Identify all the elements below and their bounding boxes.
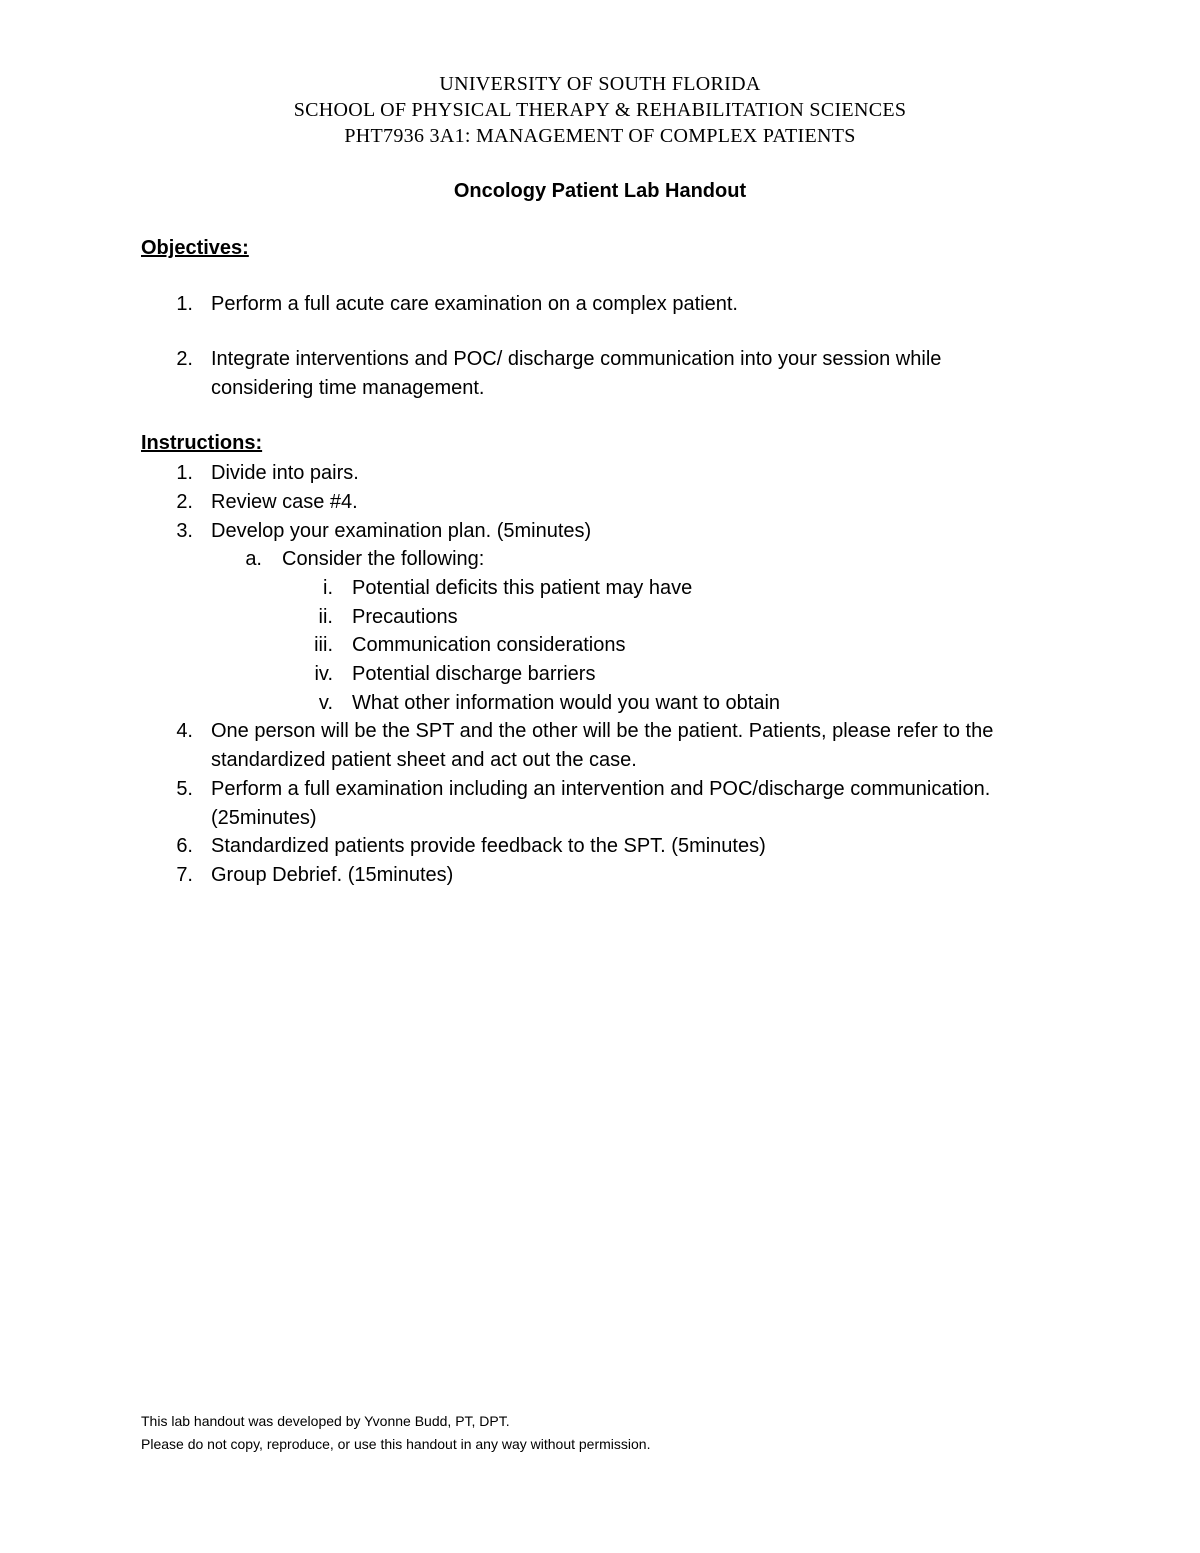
list-text: [211, 775, 990, 833]
list-text: [211, 459, 359, 488]
list-text-line: Perform a full examination including an intervention and POC/discharge communication.: [211, 778, 991, 800]
list-number: 2.: [176, 491, 193, 513]
list-letter: a.: [245, 548, 262, 570]
list-text-line: Divide into pairs.: [211, 462, 359, 484]
list-text: [352, 603, 458, 632]
list-roman: iii.: [314, 634, 333, 656]
list-text: [352, 689, 780, 718]
list-text-line: Group Debrief. (15minutes): [211, 864, 454, 886]
list-number: 1.: [176, 293, 193, 315]
footer-copyright-notice: Please do not copy, reproduce, or use this handout in any way without permission.: [141, 1436, 651, 1452]
list-text-line: standardized patient sheet and act out the case.: [211, 749, 637, 771]
list-text: [211, 488, 358, 517]
list-roman: iv.: [314, 663, 333, 685]
list-text-line: Precautions: [352, 606, 458, 628]
list-roman: i.: [323, 577, 333, 599]
list-text: [211, 517, 591, 546]
footer-credit: This lab handout was developed by Yvonne Budd, PT, DPT.: [141, 1413, 510, 1429]
list-roman: v.: [318, 692, 333, 714]
list-text: [282, 545, 484, 574]
list-text-line: (25minutes): [211, 807, 317, 829]
list-text-line: Communication considerations: [352, 634, 626, 656]
list-number: 5.: [176, 778, 193, 800]
list-text: [211, 832, 766, 861]
list-text-line: Potential discharge barriers: [352, 663, 596, 685]
list-number: 1.: [176, 462, 193, 484]
school-name: SCHOOL OF PHYSICAL THERAPY & REHABILITATION SCIENCES: [293, 99, 907, 121]
list-text: [352, 631, 625, 660]
list-text-line: What other information would you want to obtain: [352, 692, 781, 714]
list-text-line: Potential deficits this patient may have: [352, 577, 693, 599]
list-roman: ii.: [318, 606, 333, 628]
list-number: 2.: [176, 348, 193, 370]
list-text-line: Standardized patients provide feedback to the SPT. (5minutes): [211, 835, 766, 857]
list-number: 6.: [176, 835, 193, 857]
list-text: [352, 660, 595, 689]
list-text: [211, 861, 453, 890]
course-title: PHT7936 3A1: MANAGEMENT OF COMPLEX PATIENTS: [344, 125, 856, 147]
list-text-line: Perform a full acute care examination on a complex patient.: [211, 293, 738, 315]
instructions-heading: Instructions:: [141, 432, 263, 454]
list-text-line: Integrate interventions and POC/ discharge communication into your session while: [211, 348, 942, 370]
university-name: UNIVERSITY OF SOUTH FLORIDA: [439, 73, 761, 95]
list-text: [352, 574, 692, 603]
list-text-line: Consider the following:: [282, 548, 485, 570]
list-number: 4.: [176, 720, 193, 742]
handout-title: Oncology Patient Lab Handout: [453, 180, 747, 202]
list-text-line: Review case #4.: [211, 491, 358, 513]
list-text: [211, 345, 941, 403]
list-text: [211, 290, 738, 319]
list-text-line: considering time management.: [211, 377, 485, 399]
list-text: [211, 717, 993, 775]
list-number: 7.: [176, 864, 193, 886]
list-text-line: One person will be the SPT and the other will be the patient. Patients, please refer to the: [211, 720, 994, 742]
objectives-heading: Objectives:: [141, 237, 249, 259]
list-text-line: Develop your examination plan. (5minutes): [211, 520, 592, 542]
list-number: 3.: [176, 520, 193, 542]
